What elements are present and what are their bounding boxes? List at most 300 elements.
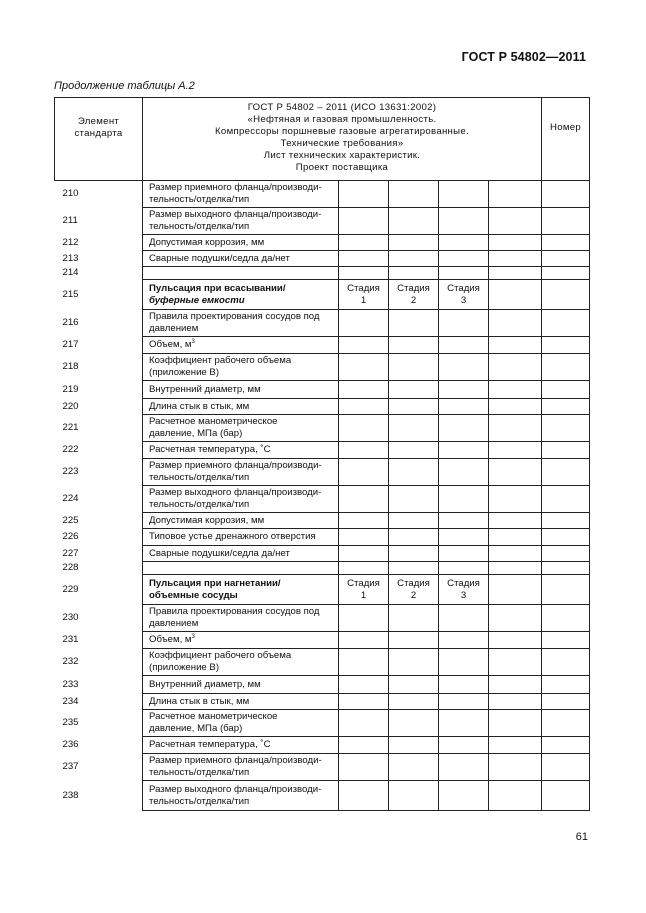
- row-description: [143, 181, 339, 208]
- stage-cell: [439, 280, 489, 310]
- row-description: [143, 562, 339, 575]
- row-description: [143, 267, 339, 280]
- empty-cell: [542, 280, 590, 310]
- description-line: Правила проектирования сосудов под: [149, 311, 320, 322]
- description-line: Размер приемного фланца/производи-: [149, 182, 322, 193]
- empty-cell: [489, 181, 542, 208]
- stage-label: Стадия: [347, 577, 380, 589]
- row-number: 228: [55, 562, 143, 575]
- row-description: [143, 605, 339, 632]
- row-number: 211: [55, 208, 143, 235]
- empty-cell: [389, 337, 439, 354]
- header-title-line: ГОСТ Р 54802 – 2011 (ИСО 13631:2002): [247, 102, 437, 113]
- table-body: [55, 181, 590, 811]
- empty-cell: [439, 442, 489, 459]
- empty-cell: [389, 529, 439, 546]
- table-row: [55, 381, 590, 399]
- superscript: 3: [191, 338, 195, 345]
- empty-cell: [542, 562, 590, 575]
- stage-number: 3: [460, 294, 467, 306]
- row-number: 233: [55, 676, 143, 694]
- table-row: [55, 605, 590, 632]
- row-number: 222: [55, 442, 143, 459]
- empty-cell: [489, 529, 542, 546]
- empty-cell: [489, 562, 542, 575]
- table-row: [55, 562, 590, 575]
- empty-cell: [339, 267, 389, 280]
- row-number: 231: [55, 632, 143, 649]
- table-row: [55, 486, 590, 513]
- row-number: 215: [55, 280, 143, 310]
- row-number: 221: [55, 415, 143, 442]
- empty-cell: [542, 459, 590, 486]
- empty-cell: [542, 251, 590, 267]
- empty-cell: [389, 381, 439, 399]
- empty-cell: [339, 676, 389, 694]
- description-line: тельность/отделка/тип: [149, 795, 250, 807]
- empty-cell: [489, 754, 542, 781]
- row-description: [143, 280, 339, 310]
- empty-cell: [339, 737, 389, 754]
- empty-cell: [339, 754, 389, 781]
- stage-cell: [389, 575, 439, 605]
- row-number: 220: [55, 399, 143, 415]
- row-description: [143, 710, 339, 737]
- empty-cell: [389, 781, 439, 811]
- description-line: Расчетная температура, ˚С: [149, 444, 271, 455]
- empty-cell: [389, 459, 439, 486]
- empty-cell: [489, 737, 542, 754]
- row-description: [143, 529, 339, 546]
- empty-cell: [339, 546, 389, 562]
- row-description: [143, 575, 339, 605]
- empty-cell: [439, 710, 489, 737]
- description-line: Расчетное манометрическое: [149, 416, 278, 427]
- row-description: [143, 781, 339, 811]
- table-row: [55, 442, 590, 459]
- empty-cell: [439, 486, 489, 513]
- empty-cell: [542, 486, 590, 513]
- empty-cell: [389, 737, 439, 754]
- empty-cell: [542, 754, 590, 781]
- row-description: [143, 694, 339, 710]
- description-line: давление, МПа (бар): [149, 428, 243, 439]
- empty-cell: [542, 381, 590, 399]
- table-row: [55, 459, 590, 486]
- empty-cell: [542, 267, 590, 280]
- description-line: объемные сосуды: [149, 589, 238, 601]
- table-row: [55, 354, 590, 381]
- table-row: [55, 415, 590, 442]
- empty-cell: [542, 354, 590, 381]
- description-line: Правила проектирования сосудов под: [149, 606, 320, 617]
- description-line: Расчетная температура, ˚С: [149, 739, 271, 750]
- description-line: Допустимая коррозия, мм: [149, 236, 265, 248]
- header-number-cell: [542, 98, 590, 181]
- row-number: 219: [55, 381, 143, 399]
- empty-cell: [439, 354, 489, 381]
- table-row: [55, 575, 590, 605]
- row-description: [143, 235, 339, 251]
- empty-cell: [439, 208, 489, 235]
- empty-cell: [489, 676, 542, 694]
- description-line: Пульсация при нагнетании/: [149, 577, 281, 589]
- table-row: [55, 676, 590, 694]
- empty-cell: [489, 649, 542, 676]
- row-number: 232: [55, 649, 143, 676]
- empty-cell: [339, 310, 389, 337]
- empty-cell: [339, 694, 389, 710]
- empty-cell: [339, 562, 389, 575]
- row-number: 224: [55, 486, 143, 513]
- empty-cell: [489, 280, 542, 310]
- empty-cell: [489, 251, 542, 267]
- empty-cell: [439, 513, 489, 529]
- row-description: [143, 649, 339, 676]
- empty-cell: [439, 562, 489, 575]
- empty-cell: [389, 649, 439, 676]
- table-row: [55, 754, 590, 781]
- table-row: [55, 710, 590, 737]
- stage-number: 3: [460, 589, 467, 601]
- table-header-row: [55, 98, 590, 181]
- description-line: Размер выходного фланца/производи-: [149, 487, 322, 498]
- empty-cell: [489, 459, 542, 486]
- table-row: [55, 280, 590, 310]
- table-row: [55, 546, 590, 562]
- description-line: тельность/отделка/тип: [149, 472, 250, 483]
- row-number: 230: [55, 605, 143, 632]
- row-description: [143, 208, 339, 235]
- description-line: Размер приемного фланца/производи-: [149, 755, 322, 766]
- row-description: [143, 381, 339, 399]
- document-code: ГОСТ Р 54802—2011: [461, 50, 586, 64]
- description-text: Объем, м: [149, 634, 192, 645]
- description-line: давлением: [149, 323, 199, 334]
- row-description: [143, 632, 339, 649]
- row-number: 216: [55, 310, 143, 337]
- empty-cell: [389, 605, 439, 632]
- empty-cell: [542, 399, 590, 415]
- empty-cell: [489, 605, 542, 632]
- empty-cell: [339, 354, 389, 381]
- stage-cell: [439, 575, 489, 605]
- empty-cell: [542, 529, 590, 546]
- row-number: 235: [55, 710, 143, 737]
- empty-cell: [339, 251, 389, 267]
- empty-cell: [542, 208, 590, 235]
- header-element-label: стандарта: [74, 128, 123, 139]
- empty-cell: [339, 442, 389, 459]
- table-row: [55, 513, 590, 529]
- row-description: [143, 399, 339, 415]
- empty-cell: [439, 529, 489, 546]
- description-line-wrap: [149, 634, 335, 646]
- empty-cell: [489, 442, 542, 459]
- description-line: Коэффициент рабочего объема: [149, 355, 292, 366]
- empty-cell: [489, 354, 542, 381]
- description-line: давлением: [149, 618, 199, 629]
- table-row: [55, 310, 590, 337]
- row-description: [143, 337, 339, 354]
- empty-cell: [439, 632, 489, 649]
- stage-label: Стадия: [397, 577, 430, 589]
- description-line: буферные емкости: [149, 294, 245, 306]
- stage-number: 1: [360, 294, 367, 306]
- description-line: Сварные подушки/седла да/нет: [149, 547, 290, 559]
- row-description: [143, 486, 339, 513]
- row-description: [143, 251, 339, 267]
- description-line: Сварные подушки/седла да/нет: [149, 252, 290, 264]
- empty-cell: [542, 781, 590, 811]
- empty-cell: [542, 442, 590, 459]
- row-number: 238: [55, 781, 143, 811]
- empty-cell: [542, 605, 590, 632]
- empty-cell: [489, 710, 542, 737]
- empty-cell: [542, 181, 590, 208]
- empty-cell: [389, 486, 439, 513]
- row-description: [143, 546, 339, 562]
- description-line: Типовое устье дренажного отверстия: [149, 531, 316, 542]
- empty-cell: [339, 208, 389, 235]
- table-row: [55, 649, 590, 676]
- empty-cell: [439, 415, 489, 442]
- row-number: 234: [55, 694, 143, 710]
- empty-cell: [489, 337, 542, 354]
- empty-cell: [339, 781, 389, 811]
- table-row: [55, 781, 590, 811]
- empty-cell: [389, 235, 439, 251]
- row-description: [143, 737, 339, 754]
- row-description: [143, 513, 339, 529]
- table-row: [55, 251, 590, 267]
- empty-cell: [439, 754, 489, 781]
- description-line-wrap: [149, 339, 335, 351]
- empty-cell: [389, 513, 439, 529]
- empty-cell: [542, 676, 590, 694]
- empty-cell: [339, 710, 389, 737]
- table-row: [55, 737, 590, 754]
- row-description: [143, 754, 339, 781]
- table-caption: Продолжение таблицы А.2: [54, 80, 195, 92]
- row-description: [143, 442, 339, 459]
- row-number: 237: [55, 754, 143, 781]
- empty-cell: [389, 354, 439, 381]
- empty-cell: [489, 486, 542, 513]
- row-number: 225: [55, 513, 143, 529]
- empty-cell: [389, 676, 439, 694]
- table-row: [55, 208, 590, 235]
- empty-cell: [389, 415, 439, 442]
- empty-cell: [489, 415, 542, 442]
- empty-cell: [439, 337, 489, 354]
- table-row: [55, 529, 590, 546]
- row-number: 212: [55, 235, 143, 251]
- stage-number: 1: [360, 589, 367, 601]
- empty-cell: [489, 381, 542, 399]
- empty-cell: [439, 181, 489, 208]
- empty-cell: [339, 381, 389, 399]
- empty-cell: [389, 546, 439, 562]
- description-line: Коэффициент рабочего объема: [149, 650, 292, 661]
- empty-cell: [439, 459, 489, 486]
- header-element-label: Элемент: [77, 116, 120, 127]
- empty-cell: [489, 399, 542, 415]
- empty-cell: [389, 251, 439, 267]
- empty-cell: [439, 649, 489, 676]
- description-line: Размер приемного фланца/производи-: [149, 460, 322, 471]
- table-row: [55, 235, 590, 251]
- table-row: [55, 181, 590, 208]
- header-title-line: Технические требования»: [280, 138, 404, 149]
- empty-cell: [439, 399, 489, 415]
- empty-cell: [542, 649, 590, 676]
- table-row: [55, 267, 590, 280]
- empty-cell: [339, 181, 389, 208]
- row-number: 210: [55, 181, 143, 208]
- description-line: Допустимая коррозия, мм: [149, 514, 265, 526]
- empty-cell: [339, 649, 389, 676]
- header-title-line: «Нефтяная и газовая промышленность.: [247, 114, 437, 125]
- stage-cell: [339, 280, 389, 310]
- empty-cell: [439, 267, 489, 280]
- empty-cell: [339, 415, 389, 442]
- description-line: (приложение В): [149, 662, 220, 673]
- specification-table: [54, 97, 590, 811]
- empty-cell: [489, 781, 542, 811]
- empty-cell: [389, 562, 439, 575]
- header-title-line: Компрессоры поршневые газовые агрегатированные.: [215, 126, 469, 137]
- empty-cell: [439, 694, 489, 710]
- empty-cell: [489, 208, 542, 235]
- description-text: Объем, м: [149, 339, 192, 350]
- stage-number: 2: [410, 294, 417, 306]
- description-line: давление, МПа (бар): [149, 723, 243, 734]
- empty-cell: [389, 267, 439, 280]
- empty-cell: [542, 235, 590, 251]
- empty-cell: [489, 310, 542, 337]
- stage-cell: [339, 575, 389, 605]
- row-description: [143, 354, 339, 381]
- stage-number: 2: [410, 589, 417, 601]
- empty-cell: [542, 694, 590, 710]
- empty-cell: [339, 399, 389, 415]
- description-line: тельность/отделка/тип: [149, 499, 250, 510]
- row-number: 229: [55, 575, 143, 605]
- header-title-cell: [143, 98, 542, 181]
- empty-cell: [389, 399, 439, 415]
- empty-cell: [389, 754, 439, 781]
- description-line: тельность/отделка/тип: [149, 767, 250, 778]
- row-number: 226: [55, 529, 143, 546]
- header-title-line: Проект поставщика: [295, 162, 389, 173]
- empty-cell: [542, 632, 590, 649]
- row-number: 217: [55, 337, 143, 354]
- row-description: [143, 415, 339, 442]
- header-number-label: Номер: [549, 122, 582, 133]
- header-title-line: Лист технических характеристик.: [263, 150, 421, 161]
- empty-cell: [542, 337, 590, 354]
- empty-cell: [489, 632, 542, 649]
- description-line: Размер выходного фланца/производи-: [149, 783, 322, 795]
- description-line: Расчетное манометрическое: [149, 711, 278, 722]
- row-number: 227: [55, 546, 143, 562]
- row-number: 214: [55, 267, 143, 280]
- row-number: 218: [55, 354, 143, 381]
- empty-cell: [489, 546, 542, 562]
- row-description: [143, 459, 339, 486]
- empty-cell: [439, 605, 489, 632]
- description-line: Длина стык в стык, мм: [149, 695, 250, 707]
- empty-cell: [439, 676, 489, 694]
- stage-label: Стадия: [347, 282, 380, 294]
- row-number: 213: [55, 251, 143, 267]
- superscript: 3: [191, 633, 195, 640]
- row-description: [143, 676, 339, 694]
- empty-cell: [389, 710, 439, 737]
- table-row: [55, 694, 590, 710]
- row-description: [143, 310, 339, 337]
- table-row: [55, 337, 590, 354]
- empty-cell: [389, 442, 439, 459]
- empty-cell: [542, 546, 590, 562]
- stage-label: Стадия: [397, 282, 430, 294]
- empty-cell: [489, 513, 542, 529]
- description-line: (приложение В): [149, 367, 220, 378]
- description-line: Внутренний диаметр, мм: [149, 383, 261, 395]
- empty-cell: [542, 513, 590, 529]
- empty-cell: [489, 694, 542, 710]
- empty-cell: [339, 459, 389, 486]
- empty-cell: [339, 513, 389, 529]
- row-number: 223: [55, 459, 143, 486]
- empty-cell: [542, 310, 590, 337]
- table-row: [55, 399, 590, 415]
- empty-cell: [389, 632, 439, 649]
- description-line: тельность/отделка/тип: [149, 221, 250, 232]
- empty-cell: [439, 381, 489, 399]
- empty-cell: [339, 486, 389, 513]
- empty-cell: [439, 781, 489, 811]
- row-number: 236: [55, 737, 143, 754]
- empty-cell: [339, 529, 389, 546]
- description-line: тельность/отделка/тип: [149, 194, 250, 205]
- stage-label: Стадия: [447, 282, 480, 294]
- empty-cell: [339, 632, 389, 649]
- empty-cell: [389, 694, 439, 710]
- empty-cell: [339, 337, 389, 354]
- description-line: Размер выходного фланца/производи-: [149, 209, 322, 220]
- empty-cell: [439, 310, 489, 337]
- description-line: Пульсация при всасывании/: [149, 282, 286, 294]
- description-line: Длина стык в стык, мм: [149, 400, 250, 412]
- empty-cell: [439, 737, 489, 754]
- empty-cell: [339, 235, 389, 251]
- empty-cell: [542, 415, 590, 442]
- description-line: Внутренний диаметр, мм: [149, 678, 261, 690]
- empty-cell: [389, 310, 439, 337]
- stage-cell: [389, 280, 439, 310]
- empty-cell: [489, 575, 542, 605]
- empty-cell: [542, 575, 590, 605]
- empty-cell: [489, 235, 542, 251]
- empty-cell: [439, 546, 489, 562]
- empty-cell: [389, 208, 439, 235]
- empty-cell: [542, 737, 590, 754]
- empty-cell: [489, 267, 542, 280]
- header-element-cell: [55, 98, 143, 181]
- stage-label: Стадия: [447, 577, 480, 589]
